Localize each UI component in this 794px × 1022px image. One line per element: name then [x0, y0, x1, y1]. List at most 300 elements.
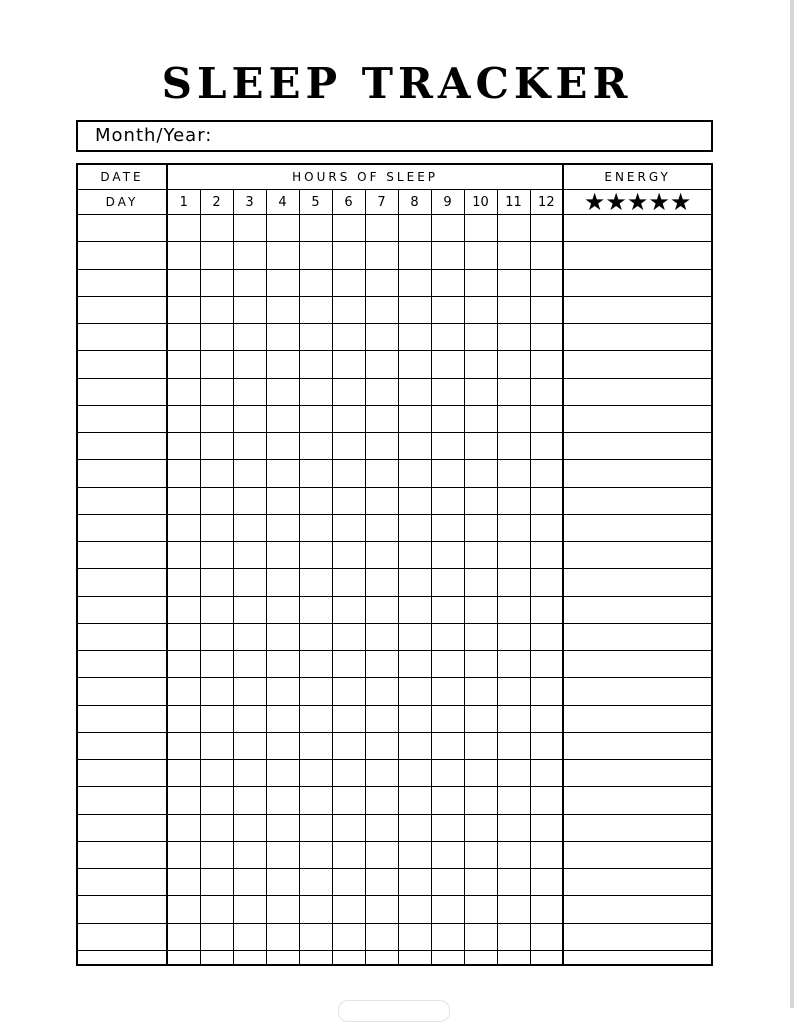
- date-cell[interactable]: [78, 678, 167, 705]
- hour-cell[interactable]: [398, 215, 431, 242]
- hour-cell[interactable]: [167, 433, 200, 460]
- energy-cell[interactable]: [563, 460, 711, 487]
- hour-cell[interactable]: [167, 296, 200, 323]
- hour-cell[interactable]: [299, 324, 332, 351]
- hour-cell[interactable]: [233, 215, 266, 242]
- hour-cell[interactable]: [431, 732, 464, 759]
- hour-cell[interactable]: [365, 923, 398, 950]
- energy-cell[interactable]: [563, 923, 711, 950]
- hour-cell[interactable]: [299, 923, 332, 950]
- hour-cell[interactable]: [332, 896, 365, 923]
- energy-cell[interactable]: [563, 514, 711, 541]
- month-year-field[interactable]: [76, 120, 713, 152]
- hour-cell[interactable]: [332, 487, 365, 514]
- energy-cell[interactable]: [563, 324, 711, 351]
- hour-cell[interactable]: [233, 787, 266, 814]
- hour-cell[interactable]: [233, 569, 266, 596]
- hour-cell[interactable]: [398, 351, 431, 378]
- hour-cell[interactable]: [233, 869, 266, 896]
- hour-cell[interactable]: [233, 705, 266, 732]
- hour-cell[interactable]: [398, 324, 431, 351]
- hour-cell[interactable]: [266, 569, 299, 596]
- hour-cell[interactable]: [332, 351, 365, 378]
- hour-cell[interactable]: [530, 869, 563, 896]
- date-cell[interactable]: [78, 869, 167, 896]
- hour-cell[interactable]: [365, 269, 398, 296]
- hour-cell[interactable]: [167, 324, 200, 351]
- hour-cell[interactable]: [365, 296, 398, 323]
- hour-cell[interactable]: [398, 896, 431, 923]
- hour-cell[interactable]: [299, 814, 332, 841]
- hour-cell[interactable]: [398, 869, 431, 896]
- hour-cell[interactable]: [365, 433, 398, 460]
- hour-cell[interactable]: [431, 596, 464, 623]
- hour-cell[interactable]: [398, 814, 431, 841]
- hour-cell[interactable]: [200, 296, 233, 323]
- hour-cell[interactable]: [431, 296, 464, 323]
- hour-cell[interactable]: [464, 869, 497, 896]
- date-cell[interactable]: [78, 433, 167, 460]
- hour-cell[interactable]: [167, 215, 200, 242]
- date-cell[interactable]: [78, 923, 167, 950]
- hour-cell[interactable]: [365, 869, 398, 896]
- hour-cell[interactable]: [200, 542, 233, 569]
- hour-cell[interactable]: [530, 487, 563, 514]
- hour-cell[interactable]: [332, 869, 365, 896]
- hour-cell[interactable]: [299, 569, 332, 596]
- hour-cell[interactable]: [200, 460, 233, 487]
- date-cell[interactable]: [78, 487, 167, 514]
- hour-cell[interactable]: [464, 460, 497, 487]
- hour-cell[interactable]: [398, 950, 431, 964]
- hour-cell[interactable]: [332, 923, 365, 950]
- hour-cell[interactable]: [299, 542, 332, 569]
- hour-cell[interactable]: [431, 896, 464, 923]
- hour-cell[interactable]: [530, 760, 563, 787]
- energy-cell[interactable]: [563, 732, 711, 759]
- hour-cell[interactable]: [398, 760, 431, 787]
- hour-cell[interactable]: [365, 705, 398, 732]
- hour-cell[interactable]: [365, 215, 398, 242]
- date-cell[interactable]: [78, 651, 167, 678]
- hour-cell[interactable]: [299, 678, 332, 705]
- hour-cell[interactable]: [365, 896, 398, 923]
- hour-cell[interactable]: [431, 405, 464, 432]
- hour-cell[interactable]: [200, 869, 233, 896]
- hour-cell[interactable]: [266, 732, 299, 759]
- hour-cell[interactable]: [464, 596, 497, 623]
- hour-cell[interactable]: [464, 623, 497, 650]
- hour-cell[interactable]: [497, 324, 530, 351]
- date-cell[interactable]: [78, 296, 167, 323]
- hour-cell[interactable]: [464, 324, 497, 351]
- hour-cell[interactable]: [398, 296, 431, 323]
- hour-cell[interactable]: [398, 787, 431, 814]
- hour-cell[interactable]: [497, 787, 530, 814]
- hour-cell[interactable]: [431, 487, 464, 514]
- hour-cell[interactable]: [530, 460, 563, 487]
- hour-cell[interactable]: [299, 378, 332, 405]
- hour-cell[interactable]: [266, 760, 299, 787]
- hour-cell[interactable]: [497, 896, 530, 923]
- hour-cell[interactable]: [233, 542, 266, 569]
- hour-cell[interactable]: [233, 841, 266, 868]
- energy-cell[interactable]: [563, 242, 711, 269]
- hour-cell[interactable]: [497, 869, 530, 896]
- date-cell[interactable]: [78, 215, 167, 242]
- hour-cell[interactable]: [233, 814, 266, 841]
- hour-cell[interactable]: [167, 760, 200, 787]
- energy-cell[interactable]: [563, 569, 711, 596]
- hour-cell[interactable]: [497, 351, 530, 378]
- hour-cell[interactable]: [233, 596, 266, 623]
- hour-cell[interactable]: [464, 269, 497, 296]
- hour-cell[interactable]: [431, 460, 464, 487]
- hour-cell[interactable]: [431, 705, 464, 732]
- hour-cell[interactable]: [431, 433, 464, 460]
- hour-cell[interactable]: [464, 514, 497, 541]
- hour-cell[interactable]: [464, 732, 497, 759]
- hour-cell[interactable]: [200, 596, 233, 623]
- hour-cell[interactable]: [332, 705, 365, 732]
- hour-cell[interactable]: [233, 950, 266, 964]
- hour-cell[interactable]: [167, 596, 200, 623]
- energy-cell[interactable]: [563, 542, 711, 569]
- hour-cell[interactable]: [200, 923, 233, 950]
- hour-cell[interactable]: [530, 814, 563, 841]
- hour-cell[interactable]: [464, 242, 497, 269]
- hour-cell[interactable]: [464, 705, 497, 732]
- hour-cell[interactable]: [398, 433, 431, 460]
- hour-cell[interactable]: [266, 678, 299, 705]
- hour-cell[interactable]: [167, 542, 200, 569]
- hour-cell[interactable]: [464, 787, 497, 814]
- hour-cell[interactable]: [431, 651, 464, 678]
- hour-cell[interactable]: [332, 296, 365, 323]
- hour-cell[interactable]: [167, 732, 200, 759]
- hour-cell[interactable]: [200, 896, 233, 923]
- hour-cell[interactable]: [266, 378, 299, 405]
- hour-cell[interactable]: [398, 841, 431, 868]
- hour-cell[interactable]: [530, 950, 563, 964]
- hour-cell[interactable]: [398, 678, 431, 705]
- hour-cell[interactable]: [299, 705, 332, 732]
- hour-cell[interactable]: [200, 623, 233, 650]
- hour-cell[interactable]: [398, 923, 431, 950]
- hour-cell[interactable]: [365, 841, 398, 868]
- energy-cell[interactable]: [563, 841, 711, 868]
- hour-cell[interactable]: [299, 351, 332, 378]
- energy-cell[interactable]: [563, 623, 711, 650]
- hour-cell[interactable]: [299, 623, 332, 650]
- hour-cell[interactable]: [332, 242, 365, 269]
- hour-cell[interactable]: [167, 351, 200, 378]
- hour-cell[interactable]: [332, 760, 365, 787]
- hour-cell[interactable]: [530, 569, 563, 596]
- hour-cell[interactable]: [266, 269, 299, 296]
- hour-cell[interactable]: [497, 433, 530, 460]
- hour-cell[interactable]: [365, 242, 398, 269]
- hour-cell[interactable]: [200, 487, 233, 514]
- hour-cell[interactable]: [266, 487, 299, 514]
- hour-cell[interactable]: [464, 487, 497, 514]
- hour-cell[interactable]: [233, 760, 266, 787]
- hour-cell[interactable]: [464, 651, 497, 678]
- hour-cell[interactable]: [332, 787, 365, 814]
- energy-cell[interactable]: [563, 378, 711, 405]
- hour-cell[interactable]: [266, 405, 299, 432]
- hour-cell[interactable]: [497, 705, 530, 732]
- hour-cell[interactable]: [431, 814, 464, 841]
- hour-cell[interactable]: [200, 405, 233, 432]
- hour-cell[interactable]: [464, 351, 497, 378]
- hour-cell[interactable]: [431, 841, 464, 868]
- hour-cell[interactable]: [530, 623, 563, 650]
- date-cell[interactable]: [78, 814, 167, 841]
- hour-cell[interactable]: [167, 269, 200, 296]
- hour-cell[interactable]: [200, 351, 233, 378]
- energy-cell[interactable]: [563, 433, 711, 460]
- hour-cell[interactable]: [431, 378, 464, 405]
- date-cell[interactable]: [78, 596, 167, 623]
- hour-cell[interactable]: [332, 651, 365, 678]
- hour-cell[interactable]: [398, 569, 431, 596]
- hour-cell[interactable]: [266, 460, 299, 487]
- hour-cell[interactable]: [365, 569, 398, 596]
- hour-cell[interactable]: [398, 705, 431, 732]
- date-cell[interactable]: [78, 460, 167, 487]
- hour-cell[interactable]: [233, 923, 266, 950]
- hour-cell[interactable]: [530, 378, 563, 405]
- hour-cell[interactable]: [167, 923, 200, 950]
- hour-cell[interactable]: [167, 460, 200, 487]
- hour-cell[interactable]: [266, 896, 299, 923]
- hour-cell[interactable]: [200, 760, 233, 787]
- energy-cell[interactable]: [563, 787, 711, 814]
- hour-cell[interactable]: [266, 623, 299, 650]
- hour-cell[interactable]: [299, 215, 332, 242]
- hour-cell[interactable]: [431, 950, 464, 964]
- hour-cell[interactable]: [398, 623, 431, 650]
- energy-cell[interactable]: [563, 678, 711, 705]
- hour-cell[interactable]: [266, 596, 299, 623]
- energy-cell[interactable]: [563, 760, 711, 787]
- hour-cell[interactable]: [299, 433, 332, 460]
- hour-cell[interactable]: [332, 569, 365, 596]
- hour-cell[interactable]: [530, 215, 563, 242]
- hour-cell[interactable]: [365, 487, 398, 514]
- energy-cell[interactable]: [563, 405, 711, 432]
- energy-cell[interactable]: [563, 950, 711, 964]
- hour-cell[interactable]: [299, 760, 332, 787]
- hour-cell[interactable]: [167, 787, 200, 814]
- hour-cell[interactable]: [530, 841, 563, 868]
- hour-cell[interactable]: [431, 324, 464, 351]
- hour-cell[interactable]: [332, 678, 365, 705]
- hour-cell[interactable]: [398, 405, 431, 432]
- hour-cell[interactable]: [233, 433, 266, 460]
- hour-cell[interactable]: [464, 569, 497, 596]
- hour-cell[interactable]: [167, 487, 200, 514]
- hour-cell[interactable]: [365, 651, 398, 678]
- date-cell[interactable]: [78, 324, 167, 351]
- date-cell[interactable]: [78, 841, 167, 868]
- hour-cell[interactable]: [200, 678, 233, 705]
- hour-cell[interactable]: [431, 623, 464, 650]
- hour-cell[interactable]: [464, 923, 497, 950]
- date-cell[interactable]: [78, 242, 167, 269]
- hour-cell[interactable]: [233, 732, 266, 759]
- date-cell[interactable]: [78, 760, 167, 787]
- hour-cell[interactable]: [167, 378, 200, 405]
- hour-cell[interactable]: [365, 950, 398, 964]
- hour-cell[interactable]: [167, 651, 200, 678]
- hour-cell[interactable]: [398, 378, 431, 405]
- hour-cell[interactable]: [200, 378, 233, 405]
- hour-cell[interactable]: [431, 787, 464, 814]
- hour-cell[interactable]: [530, 351, 563, 378]
- date-cell[interactable]: [78, 950, 167, 964]
- hour-cell[interactable]: [167, 242, 200, 269]
- hour-cell[interactable]: [200, 569, 233, 596]
- energy-cell[interactable]: [563, 215, 711, 242]
- hour-cell[interactable]: [233, 487, 266, 514]
- energy-cell[interactable]: [563, 487, 711, 514]
- hour-cell[interactable]: [464, 215, 497, 242]
- hour-cell[interactable]: [167, 569, 200, 596]
- hour-cell[interactable]: [497, 514, 530, 541]
- hour-cell[interactable]: [167, 623, 200, 650]
- hour-cell[interactable]: [266, 950, 299, 964]
- hour-cell[interactable]: [266, 651, 299, 678]
- hour-cell[interactable]: [530, 269, 563, 296]
- date-cell[interactable]: [78, 378, 167, 405]
- hour-cell[interactable]: [530, 705, 563, 732]
- hour-cell[interactable]: [497, 242, 530, 269]
- hour-cell[interactable]: [464, 296, 497, 323]
- hour-cell[interactable]: [299, 269, 332, 296]
- hour-cell[interactable]: [299, 596, 332, 623]
- hour-cell[interactable]: [299, 950, 332, 964]
- hour-cell[interactable]: [332, 324, 365, 351]
- hour-cell[interactable]: [299, 487, 332, 514]
- energy-cell[interactable]: [563, 869, 711, 896]
- hour-cell[interactable]: [299, 242, 332, 269]
- hour-cell[interactable]: [497, 651, 530, 678]
- hour-cell[interactable]: [200, 950, 233, 964]
- hour-cell[interactable]: [464, 378, 497, 405]
- hour-cell[interactable]: [464, 405, 497, 432]
- hour-cell[interactable]: [464, 760, 497, 787]
- hour-cell[interactable]: [431, 269, 464, 296]
- hour-cell[interactable]: [200, 841, 233, 868]
- hour-cell[interactable]: [200, 514, 233, 541]
- date-cell[interactable]: [78, 896, 167, 923]
- hour-cell[interactable]: [365, 678, 398, 705]
- hour-cell[interactable]: [365, 514, 398, 541]
- date-cell[interactable]: [78, 269, 167, 296]
- hour-cell[interactable]: [497, 841, 530, 868]
- hour-cell[interactable]: [464, 841, 497, 868]
- hour-cell[interactable]: [431, 242, 464, 269]
- hour-cell[interactable]: [266, 351, 299, 378]
- hour-cell[interactable]: [398, 487, 431, 514]
- hour-cell[interactable]: [398, 269, 431, 296]
- energy-cell[interactable]: [563, 296, 711, 323]
- hour-cell[interactable]: [167, 950, 200, 964]
- hour-cell[interactable]: [266, 705, 299, 732]
- hour-cell[interactable]: [233, 242, 266, 269]
- hour-cell[interactable]: [431, 569, 464, 596]
- hour-cell[interactable]: [299, 732, 332, 759]
- hour-cell[interactable]: [299, 405, 332, 432]
- hour-cell[interactable]: [398, 732, 431, 759]
- hour-cell[interactable]: [497, 460, 530, 487]
- hour-cell[interactable]: [233, 269, 266, 296]
- hour-cell[interactable]: [233, 678, 266, 705]
- hour-cell[interactable]: [266, 869, 299, 896]
- hour-cell[interactable]: [266, 841, 299, 868]
- hour-cell[interactable]: [530, 923, 563, 950]
- hour-cell[interactable]: [497, 542, 530, 569]
- hour-cell[interactable]: [431, 351, 464, 378]
- hour-cell[interactable]: [431, 514, 464, 541]
- hour-cell[interactable]: [497, 269, 530, 296]
- hour-cell[interactable]: [167, 514, 200, 541]
- hour-cell[interactable]: [365, 324, 398, 351]
- hour-cell[interactable]: [530, 433, 563, 460]
- hour-cell[interactable]: [233, 623, 266, 650]
- hour-cell[interactable]: [365, 760, 398, 787]
- hour-cell[interactable]: [497, 405, 530, 432]
- hour-cell[interactable]: [299, 787, 332, 814]
- hour-cell[interactable]: [530, 596, 563, 623]
- hour-cell[interactable]: [299, 514, 332, 541]
- date-cell[interactable]: [78, 705, 167, 732]
- hour-cell[interactable]: [497, 487, 530, 514]
- hour-cell[interactable]: [365, 542, 398, 569]
- hour-cell[interactable]: [299, 296, 332, 323]
- hour-cell[interactable]: [464, 542, 497, 569]
- hour-cell[interactable]: [497, 569, 530, 596]
- hour-cell[interactable]: [233, 405, 266, 432]
- hour-cell[interactable]: [497, 596, 530, 623]
- energy-cell[interactable]: [563, 705, 711, 732]
- energy-cell[interactable]: [563, 896, 711, 923]
- hour-cell[interactable]: [167, 705, 200, 732]
- hour-cell[interactable]: [398, 651, 431, 678]
- hour-cell[interactable]: [332, 814, 365, 841]
- hour-cell[interactable]: [266, 923, 299, 950]
- hour-cell[interactable]: [332, 378, 365, 405]
- hour-cell[interactable]: [167, 814, 200, 841]
- date-cell[interactable]: [78, 569, 167, 596]
- hour-cell[interactable]: [233, 296, 266, 323]
- hour-cell[interactable]: [266, 242, 299, 269]
- hour-cell[interactable]: [200, 269, 233, 296]
- date-cell[interactable]: [78, 514, 167, 541]
- hour-cell[interactable]: [530, 542, 563, 569]
- hour-cell[interactable]: [497, 760, 530, 787]
- hour-cell[interactable]: [167, 405, 200, 432]
- hour-cell[interactable]: [464, 814, 497, 841]
- hour-cell[interactable]: [530, 678, 563, 705]
- hour-cell[interactable]: [497, 623, 530, 650]
- hour-cell[interactable]: [365, 623, 398, 650]
- hour-cell[interactable]: [365, 460, 398, 487]
- date-cell[interactable]: [78, 405, 167, 432]
- hour-cell[interactable]: [431, 215, 464, 242]
